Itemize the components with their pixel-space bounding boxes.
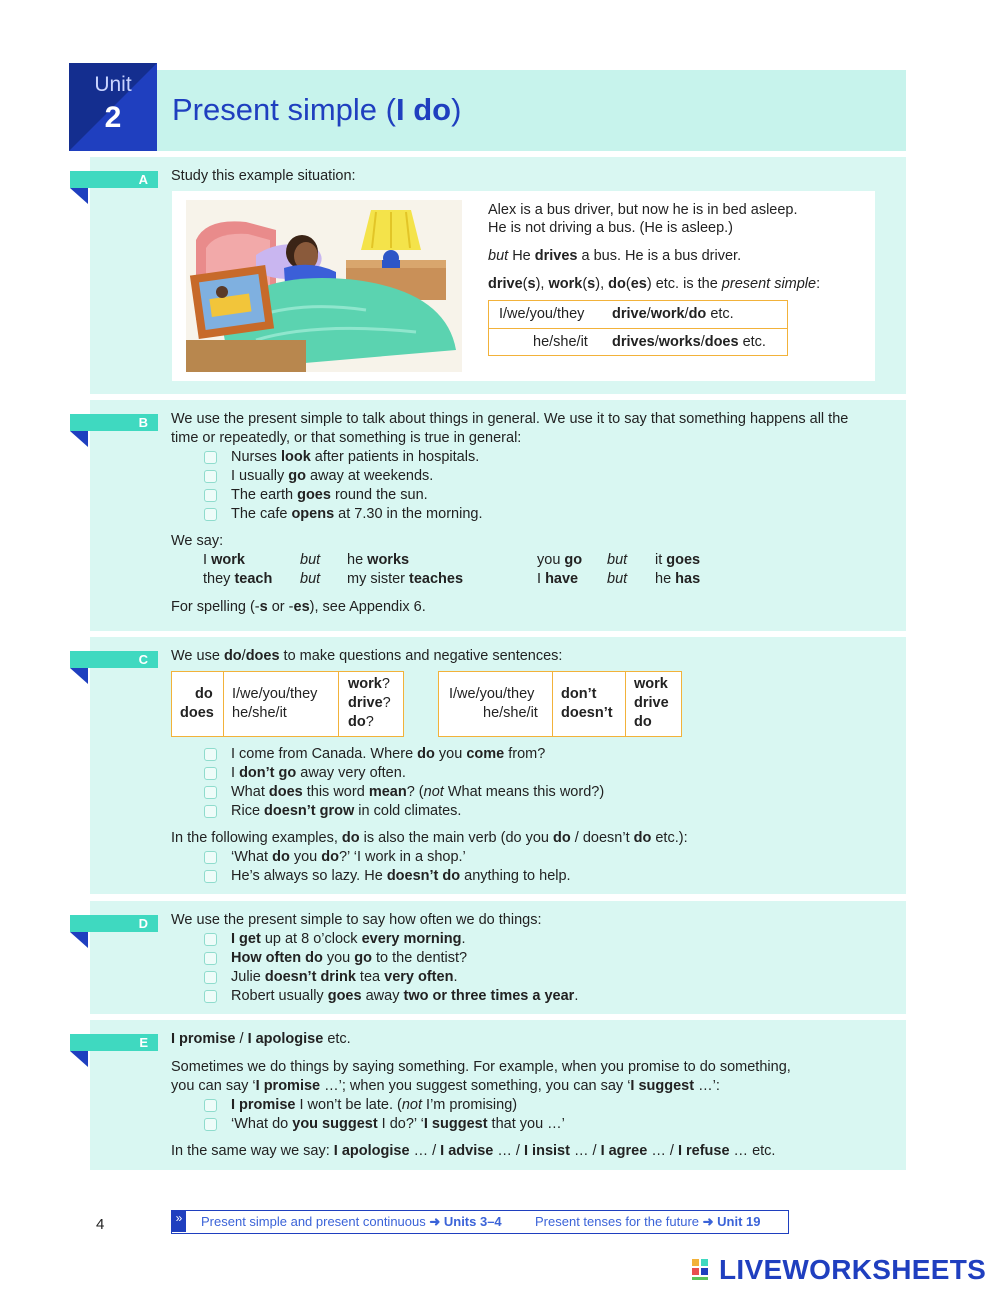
story-line-3: but He drives a bus. He is a bus driver.	[488, 248, 742, 264]
example-bullet-icon	[204, 851, 217, 864]
example-bullet-icon	[204, 767, 217, 780]
verb: work	[634, 676, 668, 692]
spelling-note: For spelling (-s or -es), see Appendix 6.	[171, 599, 426, 615]
grid-cell: I work	[203, 552, 245, 568]
table-verbs: drive/work/do etc.	[612, 306, 734, 322]
example-line: The cafe opens at 7.30 in the morning.	[231, 506, 483, 522]
example-line: Nurses look after patients in hospitals.	[231, 449, 480, 465]
grid-cell: he works	[347, 552, 410, 568]
example-line: I usually go away at weekends.	[231, 468, 434, 484]
example-line: He’s always so lazy. He doesn’t do anything to help.	[231, 868, 571, 884]
section-b-text-1: We use the present simple to talk about things in general. We use it to say that something happens all the	[171, 411, 849, 427]
aux-doesnt: doesn’t	[561, 705, 613, 721]
verb: drive	[634, 695, 669, 711]
grid-cell: it goes	[655, 552, 701, 568]
example-bullet-icon	[204, 933, 217, 946]
conjugation-table	[488, 300, 788, 356]
unit-number: 2	[104, 101, 122, 134]
example-bullet-icon	[204, 786, 217, 799]
bedroom-illustration	[186, 200, 462, 372]
subject: I/we/you/they	[232, 686, 318, 702]
example-line: I promise I won’t be late. (not I’m promising)	[231, 1097, 518, 1113]
grid-cell: but	[607, 552, 628, 568]
verb: work?	[348, 676, 390, 692]
section-d-tab: D	[70, 915, 158, 932]
section-d-intro: We use the present simple to say how often we do things:	[171, 912, 542, 928]
example-line: ‘What do you suggest I do?’ ‘I suggest that you …’	[231, 1116, 565, 1132]
example-bullet-icon	[204, 1118, 217, 1131]
example-line: I don’t go away very often.	[231, 765, 406, 781]
present-simple-definition: drive(s), work(s), do(es) etc. is the present simple:	[488, 276, 821, 292]
cross-reference-bar	[171, 1210, 789, 1234]
example-bullet-icon	[204, 470, 217, 483]
example-bullet-icon	[204, 1099, 217, 1112]
example-line: Robert usually goes away two or three times a year.	[231, 988, 579, 1004]
subject: he/she/it	[232, 705, 287, 721]
story-line-1: Alex is a bus driver, but now he is in bed asleep.	[488, 202, 798, 218]
question-table	[171, 671, 404, 737]
verb: do	[634, 714, 652, 730]
story-line-2: He is not driving a bus. (He is asleep.)	[488, 220, 733, 236]
example-line: Julie doesn’t drink tea very often.	[231, 969, 458, 985]
section-e-text-1: Sometimes we do things by saying something. For example, when you promise to do something,	[171, 1059, 791, 1075]
aux-does: does	[180, 705, 214, 721]
negative-table	[438, 671, 682, 737]
grid-cell: my sister teaches	[347, 571, 464, 587]
example-bullet-icon	[204, 805, 217, 818]
table-subject: he/she/it	[533, 334, 588, 350]
example-bullet-icon	[204, 508, 217, 521]
grid-cell: you go	[537, 552, 583, 568]
main-verb-note: In the following examples, do is also the main verb (do you do / doesn’t do etc.):	[171, 830, 688, 846]
liveworksheets-logo: LIVEWORKSHEETS	[719, 1254, 987, 1285]
example-line: What does this word mean? (not What means this word?)	[231, 784, 605, 800]
section-b-tab: B	[70, 414, 158, 431]
example-bullet-icon	[204, 952, 217, 965]
grid-cell: he has	[655, 571, 701, 587]
example-bullet-icon	[204, 451, 217, 464]
subject: he/she/it	[483, 705, 538, 721]
grid-cell: they teach	[203, 571, 273, 587]
cross-reference-link-units-3-4[interactable]: Present simple and present continuous ➜ Units 3–4	[201, 1214, 502, 1229]
example-line: ‘What do you do?’ ‘I work in a shop.’	[231, 849, 466, 865]
grid-cell: but	[607, 571, 628, 587]
aux-dont: don’t	[561, 686, 597, 702]
page-title: Present simple (I do)	[172, 92, 462, 127]
double-chevron-icon: »	[172, 1211, 186, 1232]
unit-badge	[69, 63, 157, 151]
unit-label: Unit	[94, 73, 132, 96]
section-e-text-2: you can say ‘I promise …’; when you suggest something, you can say ‘I suggest …’:	[171, 1078, 720, 1094]
example-line: How often do you go to the dentist?	[231, 950, 468, 966]
section-e-tab: E	[70, 1034, 158, 1051]
tab-corner-icon	[70, 188, 88, 204]
tab-corner-icon	[70, 668, 88, 684]
page-number: 4	[96, 1216, 105, 1233]
example-bullet-icon	[204, 748, 217, 761]
table-subject: I/we/you/they	[499, 306, 585, 322]
subject: I/we/you/they	[449, 686, 535, 702]
liveworksheets-logo-icon	[692, 1259, 718, 1281]
grid-cell: I have	[537, 571, 579, 587]
section-a-intro: Study this example situation:	[171, 168, 356, 184]
example-line: I get up at 8 o’clock every morning.	[231, 931, 466, 947]
example-line: Rice doesn’t grow in cold climates.	[231, 803, 462, 819]
section-e-heading: I promise / I apologise etc.	[171, 1031, 351, 1047]
section-c-tab: C	[70, 651, 158, 668]
tab-corner-icon	[70, 1051, 88, 1067]
grid-cell: but	[300, 571, 321, 587]
table-verbs: drives/works/does etc.	[612, 334, 766, 350]
example-line: I come from Canada. Where do you come from?	[231, 746, 546, 762]
we-say-label: We say:	[171, 533, 224, 549]
example-bullet-icon	[204, 971, 217, 984]
verb: do?	[348, 714, 374, 730]
example-bullet-icon	[204, 870, 217, 883]
example-bullet-icon	[204, 489, 217, 502]
section-c-intro: We use do/does to make questions and negative sentences:	[171, 648, 563, 664]
cross-reference-link-unit-19[interactable]: Present tenses for the future ➜ Unit 19	[535, 1214, 761, 1229]
grid-cell: but	[300, 552, 321, 568]
example-bullet-icon	[204, 990, 217, 1003]
example-line: The earth goes round the sun.	[231, 487, 428, 503]
verb: drive?	[348, 695, 391, 711]
section-e-text-3: In the same way we say: I apologise … / I advise … / I insist … / I agree … / I refuse … etc.	[171, 1143, 776, 1159]
tab-corner-icon	[70, 932, 88, 948]
tab-corner-icon	[70, 431, 88, 447]
aux-do: do	[195, 686, 213, 702]
section-b-text-2: time or repeatedly, or that something is true in general:	[171, 430, 522, 446]
section-a-tab: A	[70, 171, 158, 188]
title-bar	[157, 70, 906, 151]
